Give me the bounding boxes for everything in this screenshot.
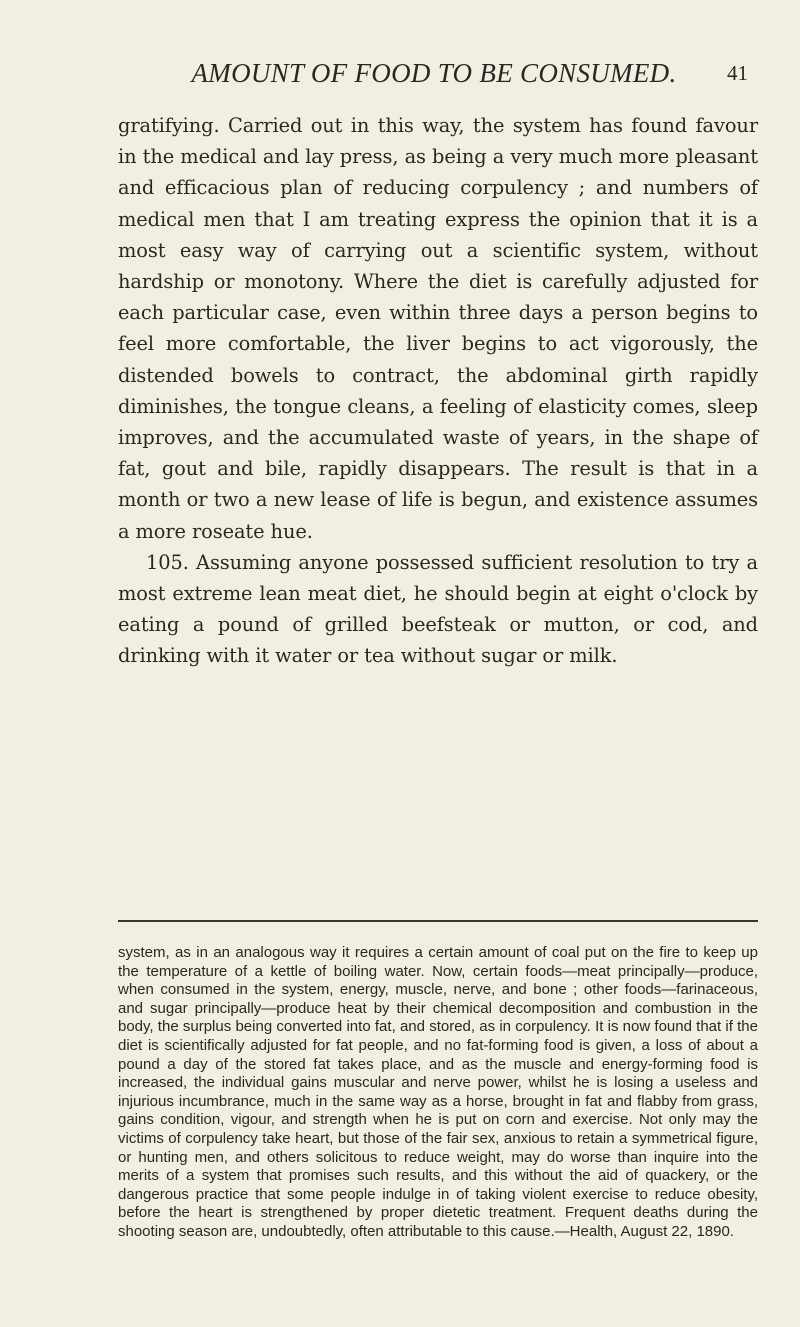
footnote-divider xyxy=(118,920,758,922)
running-title: AMOUNT OF FOOD TO BE CONSUMED. xyxy=(191,58,677,88)
page-number: 41 xyxy=(727,61,748,85)
footnote-text: system, as in an analogous way it requires a certain amount of coal put on the fire to keep up the temperature of a kettle of boiling water. Now, certain foods—meat principally—produce, when consumed in the system, energy, muscle, nerve, and bone ; other foods—farinaceous, and sugar principally—produce heat by their chemical decomposition and combustion in the body, the surplus being converted into fat, and stored, as in corpulency. It is now found that if the diet is scientifically adjusted for fat people, and no fat-forming food is given, a loss of about a pound a day of the stored fat takes place, and as the muscle and energy-forming food is increased, the individual gains muscular and nerve power, whilst he is losing a useless and injurious incumbrance, much in the same way as a horse, brought in fat and flabby from grass, gains condition, vigour, and strength when he is put on corn and exercise. Not only may the victims of corpulency take heart, but those of the fair sex, anxious to retain a symmetrical figure, or hunting men, and others solicitous to reduce weight, may do worse than inquire into the merits of a system that promises such results, and this without the aid of quackery, or the dangerous practice that some people indulge in of taking violent exercise to reduce obesity, before the heart is strengthened by proper dietetic treatment. Frequent deaths during the shooting season are, undoubtedly, often attributable to this cause.—Health, August 22, 1890. xyxy=(118,944,758,1240)
main-text xyxy=(118,110,758,672)
footnote xyxy=(118,944,758,1242)
body-paragraph-105: 105. Assuming anyone possessed sufficient resolution to try a most extreme lean meat diet, he should begin at eight o'clock by eating a pound of grilled beefsteak or mutton, or cod, and drinking with it water or tea without sugar or milk. xyxy=(118,550,758,668)
body-paragraph-continued: gratifying. Carried out in this way, the system has found favour in the medical and lay press, as being a very much more pleasant and efficacious plan of reducing corpulency ; and numbers of medical men that I am treating express the opinion that it is a most easy way of carrying out a scientific system, without hardship or monotony. Where the diet is carefully adjusted for each particular case, even within three days a person begins to feel more comfortable, the liver begins to act vigorously, the distended bowels to contract, the abdominal girth rapidly diminishes, the tongue cleans, a feeling of elasticity comes, sleep improves, and the accumulated waste of years, in the shape of fat, gout and bile, rapidly disappears. The result is that in a month or two a new lease of life is begun, and existence assumes a more roseate hue. xyxy=(118,114,758,543)
page-header xyxy=(120,58,748,98)
